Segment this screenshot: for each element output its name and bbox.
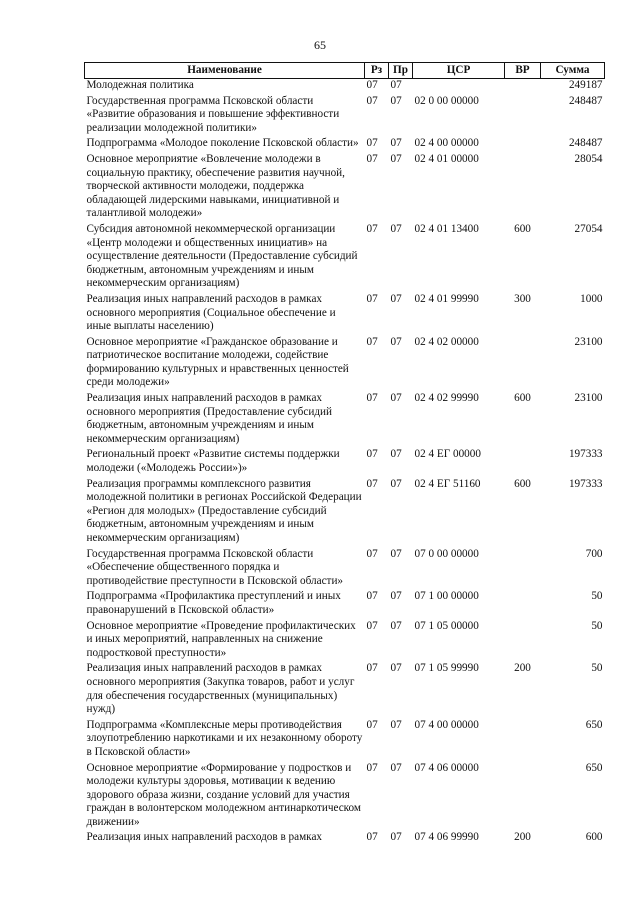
cell-name: Основное мероприятие «Вовлечение молодежи в социальную практику, обеспечение развития научной, творческой активности молодежи, поддержка обладающей лидерскими навыками, инициативной и талантливой молодежи» — [86, 152, 345, 220]
cell-csr: 07 4 00 00000 — [414, 718, 479, 731]
cell-name: Реализация иных направлений расходов в рамках основного мероприятия (Закупка товаров, работ и услуг для обеспечения государственных (муниципальных) нужд) — [86, 662, 355, 716]
cell-sum: 50 — [591, 662, 603, 675]
cell-csr — [413, 79, 505, 95]
cell-sum: 650 — [585, 761, 603, 774]
cell-rz: 07 — [366, 222, 378, 235]
cell-sum: 23100 — [574, 335, 603, 348]
cell-vr — [505, 590, 541, 619]
cell-pr: 07 — [390, 94, 402, 107]
cell-pr: 07 — [390, 335, 402, 348]
cell-csr: 07 4 06 99990 — [414, 831, 479, 844]
cell-name: Реализация программы комплексного развития молодежной политики в регионах Российской Федерации «Регион для молодых» (Предоставление субсидий бюджетным, автономным учреждениям и иным некоммерческим организациям) — [86, 477, 362, 544]
table-row — [85, 548, 605, 591]
cell-csr: 02 4 01 13400 — [414, 222, 479, 235]
cell-rz: 07 — [366, 477, 378, 490]
cell-pr: 07 — [390, 761, 402, 774]
cell-vr — [505, 448, 541, 477]
table-row — [85, 95, 605, 138]
table-row — [85, 448, 605, 477]
cell-csr: 07 4 06 00000 — [414, 761, 479, 774]
cell-sum: 650 — [585, 718, 603, 731]
cell-pr: 07 — [390, 152, 402, 165]
cell-rz: 07 — [366, 152, 378, 165]
cell-vr — [505, 336, 541, 392]
table-row — [85, 478, 605, 548]
cell-csr: 02 4 ЕГ 00000 — [414, 448, 481, 461]
cell-csr: 02 4 ЕГ 51160 — [414, 477, 481, 490]
cell-name: Молодежная политика — [86, 79, 194, 91]
cell-pr: 07 — [390, 619, 402, 632]
cell-vr — [505, 95, 541, 138]
cell-pr: 07 — [390, 662, 402, 675]
cell-sum: 50 — [591, 590, 603, 603]
header-rz: Рз — [365, 63, 389, 79]
header-sum: Сумма — [541, 63, 605, 79]
cell-sum: 600 — [585, 831, 603, 844]
cell-csr: 07 1 05 00000 — [414, 619, 479, 632]
table-row — [85, 336, 605, 392]
header-csr: ЦСР — [413, 63, 505, 79]
cell-name: Подпрограмма «Профилактика преступлений и иных правонарушений в Псковской области» — [86, 590, 341, 616]
cell-pr: 07 — [390, 448, 402, 461]
cell-vr — [505, 719, 541, 762]
cell-vr: 600 — [514, 392, 531, 405]
header-name: Наименование — [85, 63, 365, 79]
cell-sum: 28054 — [574, 152, 603, 165]
cell-csr: 02 4 01 00000 — [414, 152, 479, 165]
cell-sum: 248487 — [568, 137, 603, 150]
cell-pr: 07 — [390, 79, 402, 91]
cell-pr: 07 — [390, 292, 402, 305]
cell-csr: 07 1 05 99990 — [414, 662, 479, 675]
cell-csr: 02 4 02 00000 — [414, 335, 479, 348]
cell-vr: 200 — [514, 662, 531, 675]
cell-name: Реализация иных направлений расходов в рамках — [86, 831, 323, 844]
cell-rz: 07 — [366, 619, 378, 632]
cell-pr: 07 — [390, 590, 402, 603]
cell-rz: 07 — [366, 392, 378, 405]
table-row — [85, 293, 605, 336]
cell-rz: 07 — [366, 94, 378, 107]
cell-sum: 50 — [591, 619, 603, 632]
table-row — [85, 153, 605, 223]
page-number: 65 — [314, 38, 326, 52]
cell-sum: 249187 — [568, 79, 603, 91]
cell-csr: 07 1 00 00000 — [414, 590, 479, 603]
cell-name: Основное мероприятие «Гражданское образование и патриотическое воспитание молодежи, содействие формированию культурных и нравственных ценностей среди молодежи» — [86, 335, 349, 389]
table-row — [85, 137, 605, 153]
cell-vr: 600 — [514, 222, 531, 235]
table-row — [85, 79, 605, 95]
cell-rz: 07 — [366, 448, 378, 461]
cell-rz: 07 — [366, 79, 378, 91]
cell-vr — [505, 620, 541, 663]
table-row — [85, 392, 605, 448]
cell-csr: 02 0 00 00000 — [414, 94, 479, 107]
cell-name: Подпрограмма «Комплексные меры противодействия злоупотреблению наркотиками и их незаконному обороту в Псковской области» — [86, 718, 363, 758]
cell-sum: 27054 — [574, 222, 603, 235]
cell-rz: 07 — [366, 547, 378, 560]
cell-pr: 07 — [390, 547, 402, 560]
budget-table — [84, 62, 605, 847]
cell-name: Субсидия автономной некоммерческой организации «Центр молодежи и общественных инициатив» на осуществление деятельности (Предоставление субсидий бюджетным, автономным учреждениям и иным некоммерческим организациям) — [86, 222, 358, 290]
cell-name: Реализация иных направлений расходов в рамках основного мероприятия (Социальное обеспечение и иные выплаты населению) — [86, 292, 336, 333]
cell-vr — [505, 548, 541, 591]
cell-vr: 300 — [514, 292, 531, 305]
cell-rz: 07 — [366, 662, 378, 675]
table-row — [85, 662, 605, 718]
header-vr: ВР — [505, 63, 541, 79]
cell-pr: 07 — [390, 137, 402, 150]
header-pr: Пр — [389, 63, 413, 79]
cell-name: Основное мероприятие «Проведение профилактических и иных мероприятий, направленных на снижение подростковой преступности» — [86, 619, 356, 659]
cell-pr: 07 — [390, 477, 402, 490]
table-row — [85, 620, 605, 663]
cell-rz: 07 — [366, 761, 378, 774]
cell-sum: 1000 — [580, 292, 603, 305]
cell-name: Реализация иных направлений расходов в рамках основного мероприятия (Предоставление субсидий бюджетным, автономным учреждениям и иным некоммерческим организациям) — [86, 392, 332, 445]
cell-rz: 07 — [366, 831, 378, 844]
cell-sum: 700 — [585, 547, 603, 560]
table-header-row — [85, 63, 605, 79]
cell-sum: 248487 — [568, 94, 603, 107]
cell-vr — [505, 137, 541, 153]
table-row — [85, 719, 605, 762]
cell-name: Подпрограмма «Молодое поколение Псковской области» — [86, 137, 359, 150]
table-row — [85, 590, 605, 619]
cell-vr — [505, 762, 541, 832]
cell-vr: 200 — [514, 831, 531, 844]
cell-name: Государственная программа Псковской области «Развитие образования и повышение эффективности реализации молодежной политики» — [86, 94, 340, 134]
cell-name: Основное мероприятие «Формирование у подростков и молодежи культуры здоровья, мотивации к ведению здорового образа жизни, создание условий для участия граждан в волонтерском молодежном антинаркотическом движении» — [86, 761, 361, 828]
cell-pr: 07 — [390, 392, 402, 405]
cell-sum: 23100 — [574, 392, 603, 405]
cell-csr: 07 0 00 00000 — [414, 547, 479, 560]
cell-name: Региональный проект «Развитие системы поддержки молодежи («Молодежь России»)» — [86, 448, 340, 475]
cell-csr: 02 4 01 99990 — [414, 292, 479, 305]
table-row — [85, 223, 605, 293]
table-row — [85, 762, 605, 832]
cell-rz: 07 — [366, 292, 378, 305]
cell-pr: 07 — [390, 831, 402, 844]
table-row — [85, 831, 605, 847]
cell-vr: 600 — [514, 477, 531, 490]
cell-sum: 197333 — [568, 448, 603, 461]
cell-csr: 02 4 00 00000 — [414, 137, 479, 150]
cell-name: Государственная программа Псковской области «Обеспечение общественного порядка и противодействие преступности в Псковской области» — [86, 547, 344, 587]
cell-pr: 07 — [390, 718, 402, 731]
cell-rz: 07 — [366, 590, 378, 603]
cell-pr: 07 — [390, 222, 402, 235]
cell-rz: 07 — [366, 718, 378, 731]
cell-rz: 07 — [366, 335, 378, 348]
cell-vr — [505, 79, 541, 95]
cell-csr: 02 4 02 99990 — [414, 392, 479, 405]
cell-sum: 197333 — [568, 477, 603, 490]
cell-rz: 07 — [366, 137, 378, 150]
cell-vr — [505, 153, 541, 223]
